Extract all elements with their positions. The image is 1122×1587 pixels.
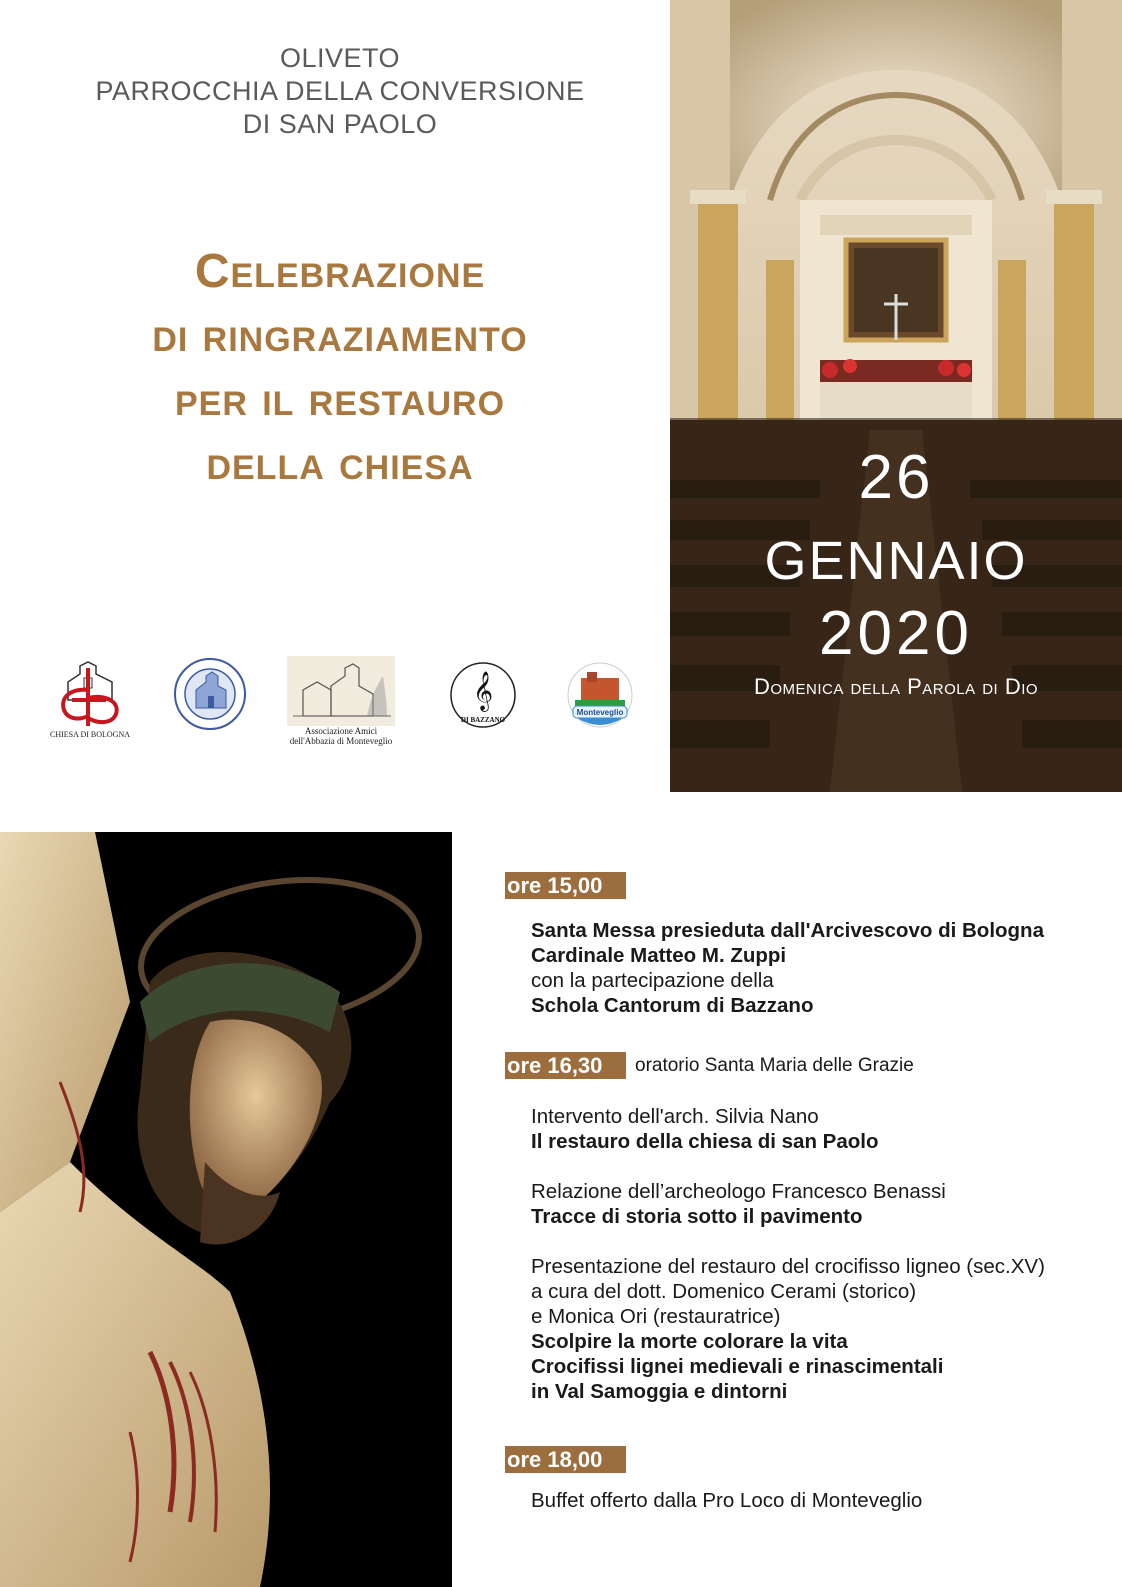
logo-caption: Monteveglio <box>576 708 624 717</box>
program-block <box>531 1179 1111 1229</box>
church-interior-photo <box>670 0 1122 792</box>
logo-caption-line: dell'Abbazia di Monteveglio <box>289 736 393 746</box>
program-line: Crocifissi lignei medievali e rinascimentali <box>531 1355 944 1378</box>
chiesa-di-bologna-logo <box>50 660 135 739</box>
event-day: 26 <box>858 443 934 512</box>
parish-line: PARROCCHIA DELLA CONVERSIONE <box>95 76 585 106</box>
title-line: di ringraziamento <box>152 309 528 362</box>
program-line: Presentazione del restauro del crocifisso ligneo (sec.XV) <box>531 1255 1045 1278</box>
event-year: 2020 <box>819 599 973 668</box>
time-badge: ore 15,00 <box>505 872 626 899</box>
program-block <box>531 918 1111 1018</box>
program-line: Tracce di storia sotto il pavimento <box>531 1205 863 1228</box>
program-line: a cura del dott. Domenico Cerami (storico) <box>531 1280 917 1303</box>
program-line: Il restauro della chiesa di san Paolo <box>531 1130 879 1153</box>
associazione-amici-logo <box>287 656 406 746</box>
program-line: Buffet offerto dalla Pro Loco di Monteveglio <box>531 1489 923 1512</box>
title-line: Celebrazione <box>194 245 486 298</box>
title-line: per il restauro <box>174 373 506 426</box>
program-line: Santa Messa presieduta dall'Arcivescovo di Bologna <box>531 919 1044 942</box>
parish-line: OLIVETO <box>279 43 401 73</box>
program-line: Scolpire la morte colorare la vita <box>531 1330 848 1353</box>
monteveglio-proloco-logo <box>565 660 635 730</box>
time-badge: ore 16,30 <box>505 1052 626 1079</box>
venue-note: oratorio Santa Maria delle Grazie <box>635 1055 914 1076</box>
parrocchia-san-paolo-logo <box>172 656 248 732</box>
program-line: Intervento dell'arch. Silvia Nano <box>531 1105 819 1128</box>
svg-text:𝄞: 𝄞 <box>472 671 494 711</box>
program-block <box>531 1104 1111 1154</box>
program-line: in Val Samoggia e dintorni <box>531 1380 788 1403</box>
title-line: della chiesa <box>206 437 474 490</box>
event-subtitle: Domenica della Parola di Dio <box>753 674 1039 699</box>
program-line: Relazione dell’archeologo Francesco Benassi <box>531 1180 946 1203</box>
schola-cantorum-logo <box>448 660 518 730</box>
event-title <box>40 240 640 496</box>
crucifix-photo <box>0 832 452 1587</box>
svg-text:DI BAZZANO: DI BAZZANO <box>460 716 506 724</box>
logo-caption <box>276 726 406 746</box>
program-line: Schola Cantorum di Bazzano <box>531 994 814 1017</box>
event-month: GENNAIO <box>764 531 1028 591</box>
time-badge: ore 18,00 <box>505 1446 626 1473</box>
program-block <box>531 1488 1111 1513</box>
parish-header <box>40 42 640 141</box>
program-block <box>531 1254 1111 1404</box>
sponsor-logos <box>40 660 640 760</box>
program-line: e Monica Ori (restauratrice) <box>531 1305 781 1328</box>
program-line: Cardinale Matteo M. Zuppi <box>531 944 787 967</box>
logo-caption: CHIESA DI BOLOGNA <box>50 730 130 739</box>
logo-caption-line: Associazione Amici <box>304 726 378 736</box>
parish-line: DI SAN PAOLO <box>242 109 438 139</box>
program-line: con la partecipazione della <box>531 969 774 992</box>
